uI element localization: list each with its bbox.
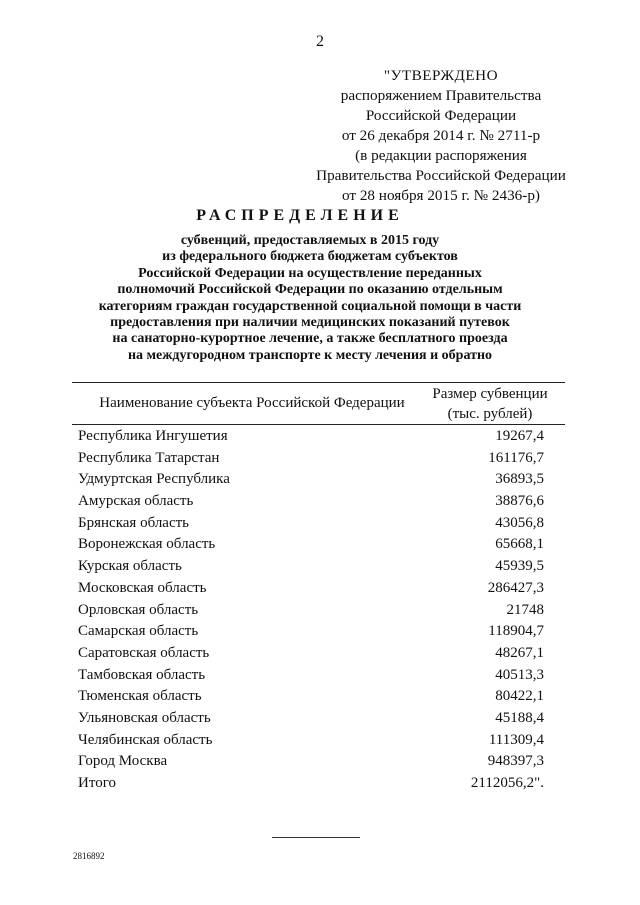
subvention-amount: 21748 (506, 601, 544, 618)
table-header-rule (72, 424, 565, 425)
subvention-amount: 65668,1 (495, 536, 544, 553)
table-row (78, 643, 558, 665)
table-top-rule (72, 382, 565, 383)
approval-line: от 26 декабря 2014 г. № 2711-р (341, 127, 541, 144)
region-name: Тамбовская область (78, 666, 206, 683)
table-row (78, 686, 558, 708)
subtitle-line: полномочий Российской Федерации по оказанию отдельным (117, 282, 503, 298)
region-name: Воронежская область (78, 536, 216, 553)
table-row (78, 621, 558, 643)
column-header-region: Наименование субъекта Российской Федерации (99, 395, 405, 411)
subvention-amount: 43056,8 (495, 514, 544, 531)
subvention-amount: 36893,5 (495, 471, 544, 488)
approval-stamp (296, 66, 586, 206)
approval-line: "УТВЕРЖДЕНО (383, 67, 499, 84)
region-name: Орловская область (78, 601, 199, 618)
document-code: 2816892 (73, 851, 105, 861)
region-name: Московская область (78, 579, 207, 596)
subtitle-line: на санаторно-курортное лечение, а также бесплатного проезда (112, 331, 508, 347)
subvention-amount: 19267,4 (495, 428, 544, 444)
page-number: 2 (316, 33, 324, 50)
region-name: Республика Татарстан (78, 449, 220, 466)
approval-line: распоряжением Правительства (340, 87, 542, 104)
subtitle-line: из федерального бюджета бюджетам субъектов (162, 249, 458, 265)
table-row (78, 491, 558, 513)
document-subtitle (90, 233, 530, 364)
region-name: Ульяновская область (78, 709, 211, 726)
subvention-amount: 45188,4 (495, 709, 544, 726)
region-name: Курская область (78, 558, 182, 575)
approval-line: Российской Федерации (365, 107, 517, 124)
subvention-amount: 111309,4 (488, 731, 544, 748)
table-row (78, 600, 558, 622)
region-name: Удмуртская Республика (78, 471, 230, 488)
table-row (78, 534, 558, 556)
table-body (78, 426, 558, 795)
table-row (78, 578, 558, 600)
approval-line: (в редакции распоряжения (355, 147, 527, 164)
subtitle-line: предоставления при наличии медицинских показаний путевок (110, 315, 510, 331)
column-header-amount (420, 384, 560, 424)
subvention-amount: 118904,7 (488, 623, 544, 640)
subtitle-line: Российской Федерации на осуществление переданных (138, 265, 482, 281)
table-row (78, 556, 558, 578)
region-name: Челябинская область (78, 731, 213, 748)
region-name: Республика Ингушетия (78, 428, 228, 444)
region-name: Самарская область (78, 623, 199, 640)
subvention-amount: 40513,3 (495, 666, 544, 683)
approval-line: Правительства Российской Федерации (316, 167, 566, 184)
approval-line: от 28 ноября 2015 г. № 2436-р) (342, 187, 540, 204)
table-row (78, 751, 558, 773)
table-row (78, 773, 558, 795)
table-row (78, 730, 558, 752)
table-row (78, 469, 558, 491)
footer-rule (272, 837, 360, 838)
region-name: Саратовская область (78, 644, 210, 661)
table-row (78, 426, 558, 448)
column-header-amount-line: Размер субвенции (432, 386, 548, 402)
table-row (78, 513, 558, 535)
subvention-amount: 38876,6 (495, 493, 544, 510)
subtitle-line: категориям граждан государственной социальной помощи в части (98, 298, 522, 314)
region-name: Город Москва (78, 753, 168, 770)
table-row (78, 448, 558, 470)
subtitle-line: на междугородном транспорте к месту лечения и обратно (127, 347, 493, 363)
subvention-amount: 48267,1 (495, 644, 544, 661)
subtitle-line: субвенций, предоставляемых в 2015 году (180, 233, 440, 248)
subvention-amount: 45939,5 (495, 558, 544, 575)
region-name: Итого (78, 775, 116, 791)
column-header-amount-line: (тыс. рублей) (447, 406, 533, 422)
region-name: Брянская область (78, 514, 190, 531)
region-name: Амурская область (78, 493, 194, 510)
document-title: РАСПРЕДЕЛЕНИЕ (196, 207, 404, 224)
subvention-amount: 80422,1 (495, 688, 544, 705)
subvention-amount: 161176,7 (488, 449, 544, 466)
table-row (78, 665, 558, 687)
subvention-amount: 286427,3 (487, 579, 544, 596)
subvention-amount: 948397,3 (487, 753, 544, 770)
table-row (78, 708, 558, 730)
subvention-amount: 2112056,2". (470, 775, 544, 791)
region-name: Тюменская область (78, 688, 202, 705)
